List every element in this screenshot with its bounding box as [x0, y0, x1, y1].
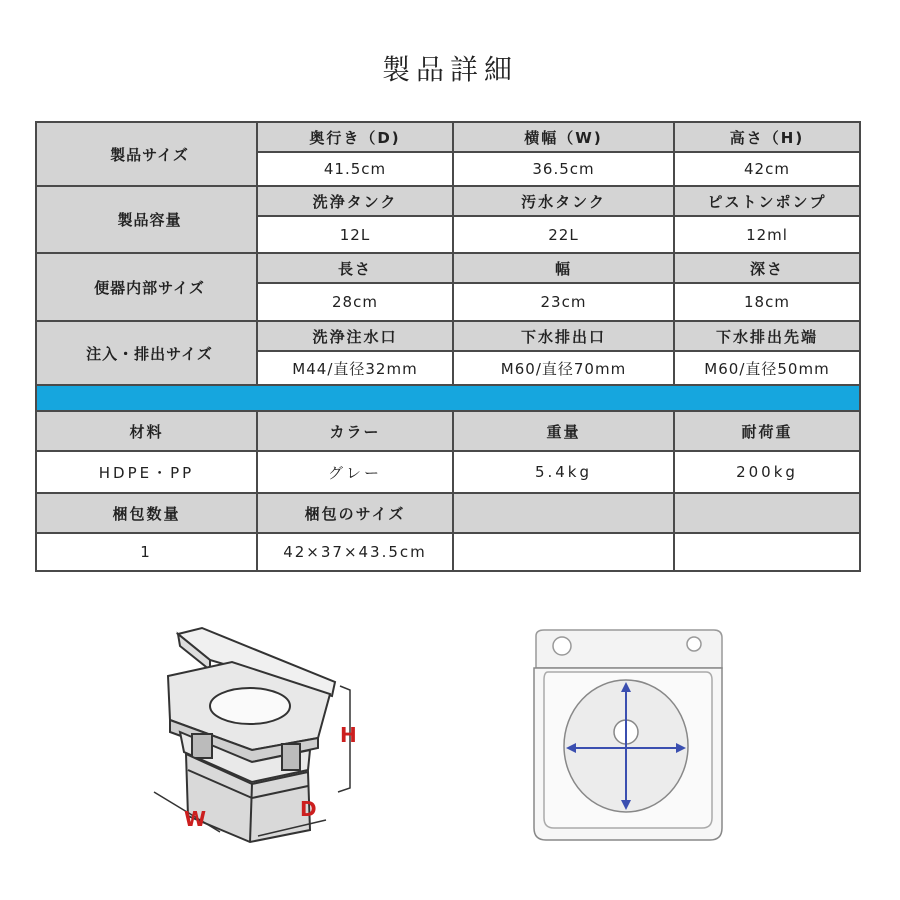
header-drain-outlet: 下水排出口	[453, 321, 674, 351]
header-pack-empty-2	[674, 493, 860, 533]
page-title: 製品詳細	[381, 53, 518, 86]
value-breadth: 23cm	[453, 283, 674, 321]
value-length: 28cm	[257, 283, 453, 321]
value-flush-tank: 12L	[257, 216, 453, 253]
header-pack-empty-1	[453, 493, 674, 533]
row-label-bowl: 便器内部サイズ	[36, 253, 257, 321]
depth-label: D	[300, 797, 317, 821]
value-piston-pump: 12ml	[674, 216, 860, 253]
row-label-capacity: 製品容量	[36, 186, 257, 253]
value-pack-qty: 1	[36, 533, 257, 571]
header-pack-qty: 梱包数量	[36, 493, 257, 533]
height-label: H	[340, 723, 357, 747]
header-weight: 重量	[453, 411, 674, 451]
header-breadth: 幅	[453, 253, 674, 283]
header-load: 耐荷重	[674, 411, 860, 451]
value-depth: 41.5cm	[257, 152, 453, 186]
header-piston-pump: ピストンポンプ	[674, 186, 860, 216]
header-material: 材料	[36, 411, 257, 451]
value-weight: 5.4kg	[453, 451, 674, 493]
width-label: W	[184, 807, 207, 831]
row-label-size: 製品サイズ	[36, 122, 257, 186]
header-color: カラー	[257, 411, 453, 451]
value-material: HDPE・PP	[36, 451, 257, 493]
value-flush-inlet: M44/直径32mm	[257, 351, 453, 385]
value-pack-size: 42×37×43.5cm	[257, 533, 453, 571]
spec-table	[35, 121, 861, 572]
row-label-ports: 注入・排出サイズ	[36, 321, 257, 385]
value-waste-tank: 22L	[453, 216, 674, 253]
header-flush-inlet: 洗浄注水口	[257, 321, 453, 351]
value-load: 200kg	[674, 451, 860, 493]
toilet-dimension-illustration	[140, 620, 380, 850]
section-divider-bar	[36, 385, 860, 411]
header-depth-bowl: 深さ	[674, 253, 860, 283]
header-length: 長さ	[257, 253, 453, 283]
value-color: グレー	[257, 451, 453, 493]
value-pack-empty-1	[453, 533, 674, 571]
header-height: 高さ（H)	[674, 122, 860, 152]
value-pack-empty-2	[674, 533, 860, 571]
value-depth-bowl: 18cm	[674, 283, 860, 321]
value-drain-outlet: M60/直径70mm	[453, 351, 674, 385]
header-width: 横幅（W)	[453, 122, 674, 152]
header-drain-tip: 下水排出先端	[674, 321, 860, 351]
header-flush-tank: 洗浄タンク	[257, 186, 453, 216]
header-waste-tank: 汚水タンク	[453, 186, 674, 216]
value-width: 36.5cm	[453, 152, 674, 186]
header-depth: 奥行き（D)	[257, 122, 453, 152]
value-drain-tip: M60/直径50mm	[674, 351, 860, 385]
header-pack-size: 梱包のサイズ	[257, 493, 453, 533]
value-height: 42cm	[674, 152, 860, 186]
toilet-top-view-illustration	[530, 628, 726, 848]
